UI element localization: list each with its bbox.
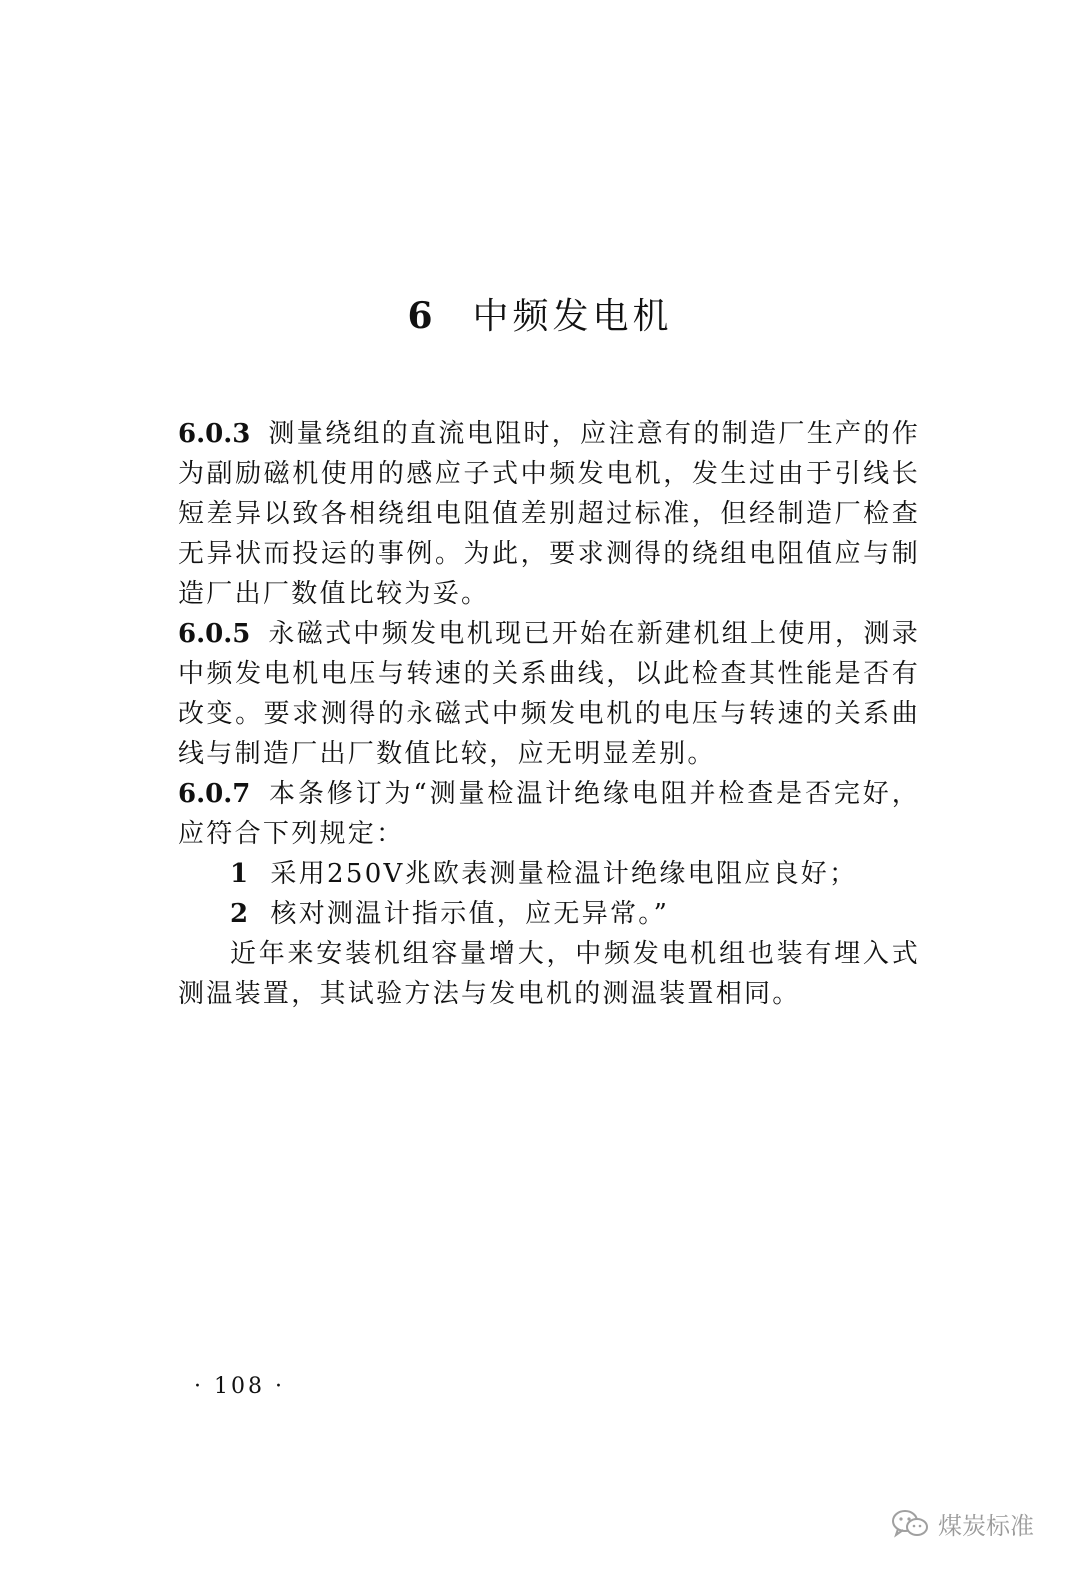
clause-number: 6.0.5 xyxy=(178,619,251,649)
clause-text: 本条修订为“测量检温计绝缘电阻并检查是否完好，应符合下列规定： xyxy=(178,779,920,849)
chapter-number: 6 xyxy=(407,295,437,337)
clause-number: 6.0.3 xyxy=(178,419,251,449)
chapter-title xyxy=(0,288,1080,339)
clause-number: 6.0.7 xyxy=(178,779,251,809)
wechat-icon xyxy=(890,1508,930,1540)
list-item xyxy=(230,854,920,894)
item-text: 采用250V兆欧表测量检温计绝缘电阻应良好； xyxy=(270,859,858,889)
watermark xyxy=(890,1506,1034,1541)
watermark-text: 煤炭标准 xyxy=(938,1512,1034,1540)
item-number: 2 xyxy=(230,899,251,929)
item-text: 核对测温计指示值，应无异常。” xyxy=(270,899,670,929)
clause-6-0-5 xyxy=(178,614,920,774)
clause-text: 永磁式中频发电机现已开始在新建机组上使用，测录中频发电机电压与转速的关系曲线，以此检查其性能是否有改变。要求测得的永磁式中频发电机的电压与转速的关系曲线与制造厂出厂数值比较，应无明显差别。 xyxy=(178,619,920,769)
list-item xyxy=(230,894,920,934)
clause-text: 测量绕组的直流电阻时，应注意有的制造厂生产的作为副励磁机使用的感应子式中频发电机，发生过由于引线长短差异以致各相绕组电阻值差别超过标准，但经制造厂检查无异状而投运的事例。为此，要求测得的绕组电阻值应与制造厂出厂数值比较为妥。 xyxy=(178,419,920,609)
chapter-name: 中频发电机 xyxy=(472,296,673,337)
body-text xyxy=(178,414,920,1014)
clause-6-0-7 xyxy=(178,774,920,854)
clause-note: 近年来安装机组容量增大，中频发电机组也装有埋入式测温装置，其试验方法与发电机的测温装置相同。 xyxy=(178,939,920,1009)
clause-6-0-3 xyxy=(178,414,920,614)
page-number: · 108 · xyxy=(194,1374,285,1399)
item-number: 1 xyxy=(230,859,251,889)
